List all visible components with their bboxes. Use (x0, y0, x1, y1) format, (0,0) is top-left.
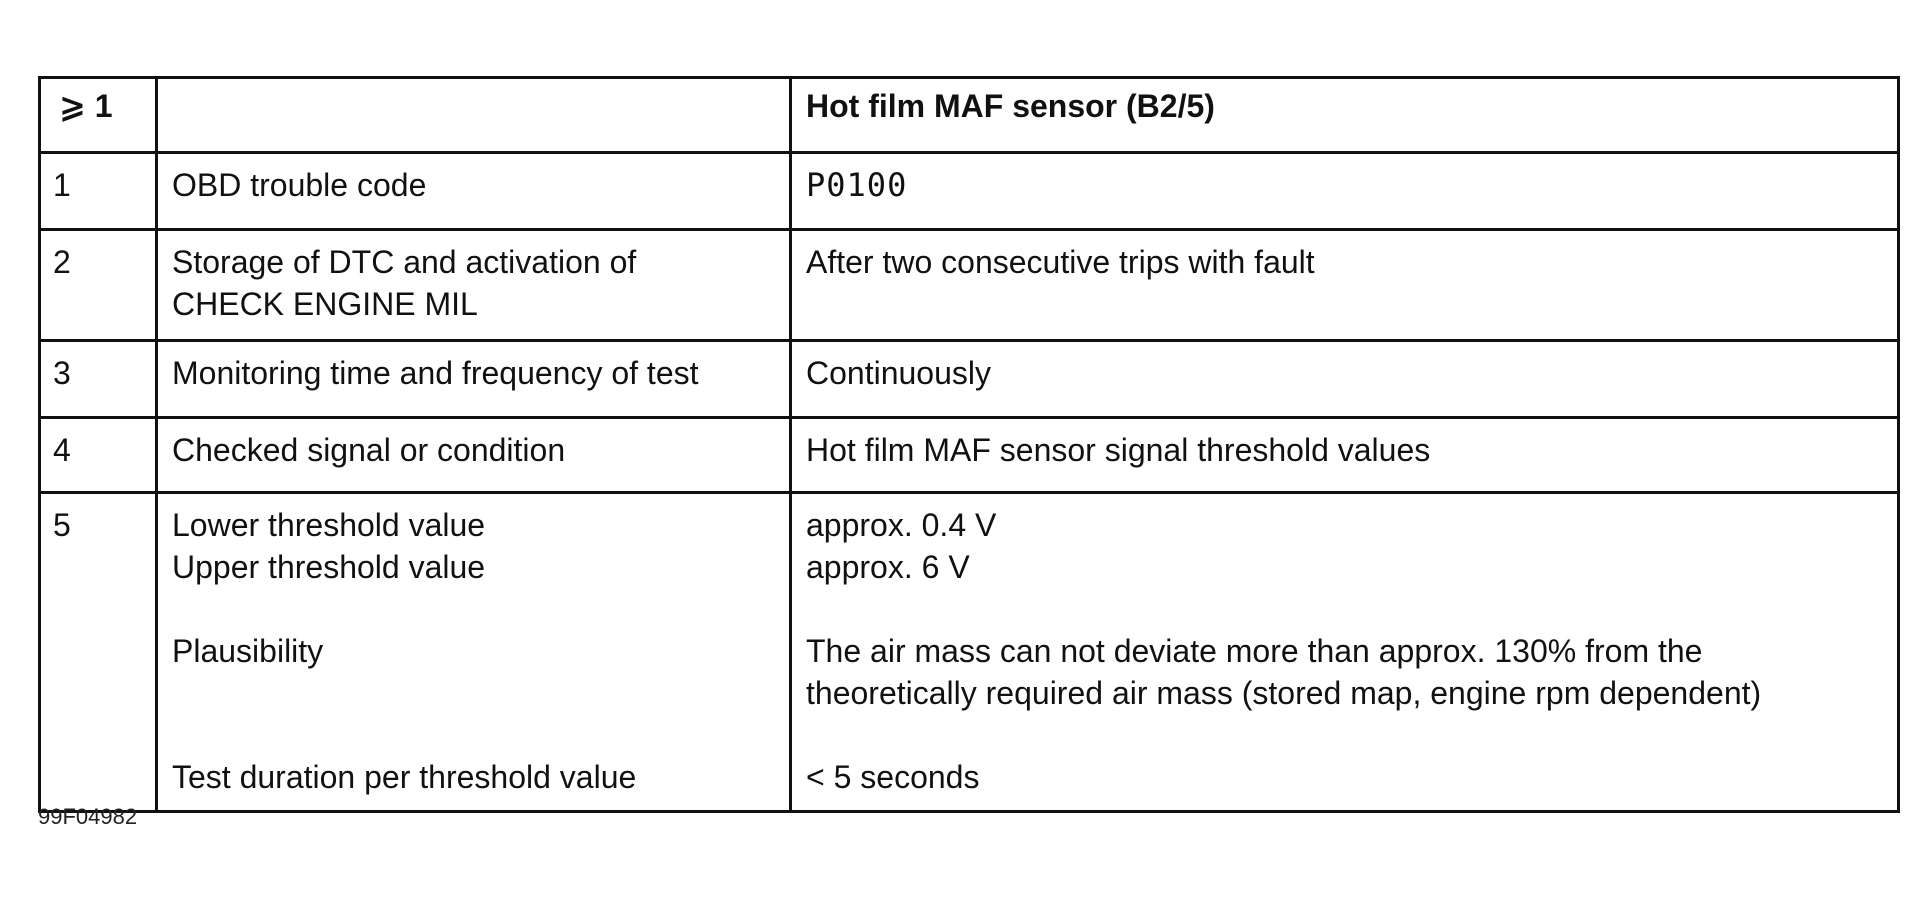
lower-threshold-value: approx. 0.4 V (806, 507, 997, 543)
row-number: 2 (40, 230, 157, 341)
table-row (40, 418, 1899, 493)
table-row (40, 341, 1899, 418)
header-title: Hot film MAF sensor (B2/5) (791, 78, 1899, 153)
lower-threshold-label: Lower threshold value (172, 507, 486, 543)
trouble-code-value: P0100 (791, 153, 1899, 230)
plausibility-value-line: theoretically required air mass (stored map, engine rpm dependent) (806, 675, 1762, 711)
row-value: Hot film MAF sensor signal threshold values (791, 418, 1899, 493)
row-number: 4 (40, 418, 157, 493)
row-label (157, 230, 791, 341)
row-label: Checked signal or condition (157, 418, 791, 493)
figure-id: 99F04982 (38, 804, 138, 829)
row-number: 5 (40, 493, 157, 812)
table-row (40, 153, 1899, 230)
upper-threshold-label: Upper threshold value (172, 549, 486, 585)
header-marker: ⩾ 1 (40, 78, 157, 153)
plausibility-label: Plausibility (172, 633, 324, 669)
table-row (40, 493, 1899, 812)
upper-threshold-value: approx. 6 V (806, 549, 970, 585)
table-header-row (40, 78, 1899, 153)
row-label (157, 493, 791, 812)
row-value: After two consecutive trips with fault (791, 230, 1899, 341)
table-row (40, 230, 1899, 341)
row-label-line: Storage of DTC and activation of (172, 244, 637, 280)
row-value: Continuously (791, 341, 1899, 418)
test-duration-label: Test duration per threshold value (172, 759, 637, 795)
test-duration-value: < 5 seconds (806, 759, 980, 795)
plausibility-value-line: The air mass can not deviate more than approx. 130% from the (806, 633, 1703, 669)
diagnostic-table (38, 76, 1900, 813)
row-label: OBD trouble code (157, 153, 791, 230)
row-number: 3 (40, 341, 157, 418)
row-label-line: CHECK ENGINE MIL (172, 286, 478, 322)
row-value (791, 493, 1899, 812)
row-number: 1 (40, 153, 157, 230)
header-empty-cell (157, 78, 791, 153)
row-label: Monitoring time and frequency of test (157, 341, 791, 418)
